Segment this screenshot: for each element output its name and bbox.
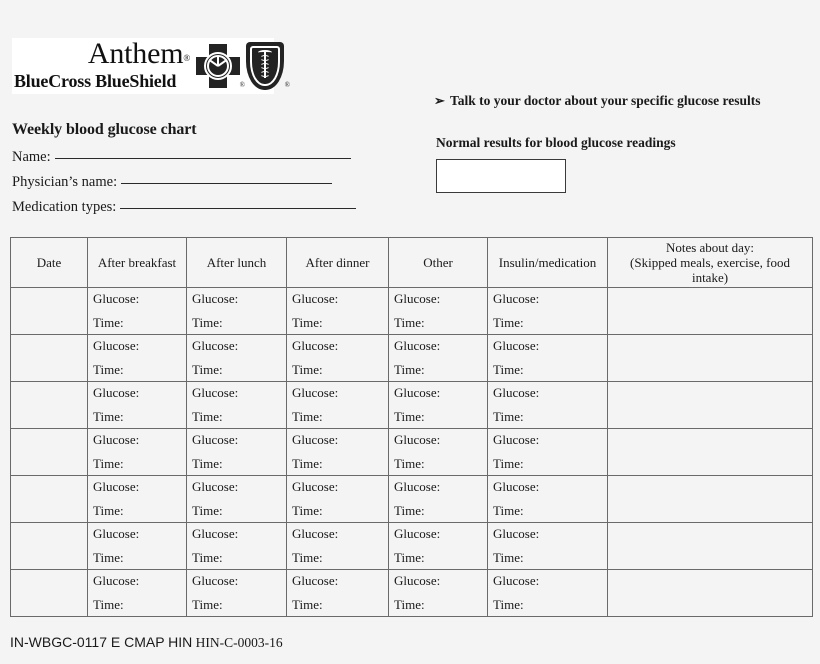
glucose-time-pair (488, 476, 607, 522)
glucose-time-pair (187, 523, 286, 569)
cross-registered-mark-icon: ® (239, 81, 245, 89)
cell-after-lunch[interactable] (187, 523, 287, 570)
column-header-after-breakfast: After breakfast (88, 238, 187, 288)
bluecross-blueshield-text: BlueCross BlueShield (14, 71, 177, 91)
table-row (11, 288, 813, 335)
cell-other[interactable] (389, 570, 488, 617)
time-label: Time: (93, 362, 124, 377)
column-header-other: Other (389, 238, 488, 288)
glucose-time-pair (488, 429, 607, 475)
time-label: Time: (493, 409, 524, 424)
cell-date[interactable] (11, 335, 88, 382)
glucose-label: Glucose: (394, 338, 441, 353)
cell-after-breakfast[interactable] (88, 288, 187, 335)
time-label: Time: (292, 315, 323, 330)
caduceus-coil-2 (260, 63, 270, 69)
cell-after-lunch[interactable] (187, 476, 287, 523)
cell-insulin-medication[interactable] (488, 335, 608, 382)
caduceus-coil-1 (260, 55, 270, 61)
table-row (11, 523, 813, 570)
column-header-date: Date (11, 238, 88, 288)
time-label: Time: (192, 362, 223, 377)
cell-after-breakfast[interactable] (88, 476, 187, 523)
glucose-time-pair (88, 523, 186, 569)
glucose-label: Glucose: (394, 573, 441, 588)
cell-date[interactable] (11, 570, 88, 617)
glucose-label: Glucose: (292, 291, 339, 306)
time-label: Time: (192, 550, 223, 565)
cell-notes[interactable] (608, 523, 813, 570)
table-body (11, 288, 813, 617)
glucose-time-pair (389, 476, 487, 522)
footer-form-code (10, 634, 283, 651)
cell-date[interactable] (11, 476, 88, 523)
physician-name-field-label: Physician’s name: (12, 174, 118, 190)
cell-notes[interactable] (608, 570, 813, 617)
cell-after-breakfast[interactable] (88, 335, 187, 382)
time-label: Time: (394, 456, 425, 471)
time-label: Time: (192, 597, 223, 612)
time-label: Time: (93, 550, 124, 565)
glucose-time-pair (287, 429, 388, 475)
glucose-time-pair (187, 288, 286, 334)
column-header-insulin-medication: Insulin/medication (488, 238, 608, 288)
glucose-label: Glucose: (93, 338, 140, 353)
glucose-label: Glucose: (292, 385, 339, 400)
cell-date[interactable] (11, 382, 88, 429)
notes-header-line-2: (Skipped meals, exercise, food (630, 255, 790, 270)
cell-after-breakfast[interactable] (88, 523, 187, 570)
caduceus-coil-3 (260, 71, 270, 77)
glucose-time-pair (187, 570, 286, 616)
time-label: Time: (394, 550, 425, 565)
glucose-time-pair (88, 288, 186, 334)
cell-after-lunch[interactable] (187, 335, 287, 382)
glucose-label: Glucose: (493, 291, 540, 306)
anthem-logo (12, 37, 290, 94)
column-header-notes (608, 238, 813, 288)
time-label: Time: (394, 315, 425, 330)
glucose-label: Glucose: (493, 526, 540, 541)
glucose-time-pair (187, 429, 286, 475)
glucose-label: Glucose: (292, 338, 339, 353)
cell-after-breakfast[interactable] (88, 382, 187, 429)
glucose-time-pair (88, 476, 186, 522)
glucose-label: Glucose: (394, 479, 441, 494)
cell-insulin-medication[interactable] (488, 570, 608, 617)
glucose-time-pair (88, 429, 186, 475)
time-label: Time: (394, 362, 425, 377)
glucose-label: Glucose: (292, 526, 339, 541)
time-label: Time: (493, 315, 524, 330)
cross-center-ring (207, 55, 229, 77)
cell-after-dinner[interactable] (287, 523, 389, 570)
medication-types-field-input[interactable] (120, 208, 356, 209)
cell-other[interactable] (389, 476, 488, 523)
time-label: Time: (93, 456, 124, 471)
time-label: Time: (93, 409, 124, 424)
cell-after-breakfast[interactable] (88, 570, 187, 617)
cell-after-lunch[interactable] (187, 429, 287, 476)
glucose-label: Glucose: (192, 291, 239, 306)
cell-other[interactable] (389, 288, 488, 335)
time-label: Time: (292, 550, 323, 565)
cell-after-lunch[interactable] (187, 382, 287, 429)
glucose-label: Glucose: (394, 432, 441, 447)
cell-notes[interactable] (608, 335, 813, 382)
glucose-label: Glucose: (192, 573, 239, 588)
notes-header-line-1: Notes about day: (665, 240, 755, 255)
glucose-time-pair (389, 382, 487, 428)
glucose-time-pair (389, 429, 487, 475)
blue-shield-caduceus-icon (246, 42, 290, 90)
time-label: Time: (93, 315, 124, 330)
time-label: Time: (394, 597, 425, 612)
glucose-time-pair (287, 382, 388, 428)
glucose-label: Glucose: (493, 338, 540, 353)
glucose-time-pair (88, 570, 186, 616)
table-row (11, 570, 813, 617)
shield-registered-mark-icon: ® (284, 81, 290, 89)
time-label: Time: (394, 503, 425, 518)
cell-other[interactable] (389, 382, 488, 429)
cell-after-dinner[interactable] (287, 382, 389, 429)
cell-date[interactable] (11, 523, 88, 570)
column-header-after-lunch: After lunch (187, 238, 287, 288)
glucose-time-pair (389, 523, 487, 569)
glucose-label: Glucose: (394, 385, 441, 400)
medication-types-field-row (12, 199, 356, 216)
name-field-input[interactable] (55, 158, 351, 159)
glucose-time-pair (287, 523, 388, 569)
glucose-time-pair (389, 570, 487, 616)
time-label: Time: (93, 597, 124, 612)
glucose-label: Glucose: (493, 385, 540, 400)
physician-name-field-input[interactable] (121, 183, 332, 184)
normal-results-label: Normal results for blood glucose readings (436, 135, 676, 150)
glucose-time-pair (88, 382, 186, 428)
glucose-time-pair (488, 523, 607, 569)
arrow-bullet-icon: ➢ (434, 93, 445, 108)
notes-header-line-3: intake) (691, 270, 729, 285)
time-label: Time: (192, 315, 223, 330)
glucose-label: Glucose: (93, 385, 140, 400)
cell-other[interactable] (389, 335, 488, 382)
time-label: Time: (394, 409, 425, 424)
footer-code-secondary: HIN-C-0003-16 (195, 635, 283, 650)
time-label: Time: (292, 409, 323, 424)
cell-after-dinner[interactable] (287, 335, 389, 382)
table-row (11, 429, 813, 476)
glucose-time-pair (187, 476, 286, 522)
anthem-wordmark (12, 38, 190, 74)
glucose-time-pair (389, 335, 487, 381)
glucose-label: Glucose: (192, 385, 239, 400)
glucose-label: Glucose: (93, 573, 140, 588)
glucose-label: Glucose: (493, 479, 540, 494)
cell-date[interactable] (11, 429, 88, 476)
glucose-label: Glucose: (93, 432, 140, 447)
cell-after-lunch[interactable] (187, 288, 287, 335)
time-label: Time: (493, 456, 524, 471)
cell-after-breakfast[interactable] (88, 429, 187, 476)
cell-other[interactable] (389, 429, 488, 476)
glucose-time-pair (187, 382, 286, 428)
glucose-time-pair (88, 335, 186, 381)
glucose-time-pair (287, 476, 388, 522)
doctor-advice-text: Talk to your doctor about your specific glucose results (450, 93, 761, 108)
glucose-label: Glucose: (292, 479, 339, 494)
cell-other[interactable] (389, 523, 488, 570)
time-label: Time: (192, 503, 223, 518)
glucose-label: Glucose: (192, 338, 239, 353)
doctor-advice-bullet (434, 93, 761, 109)
cell-date[interactable] (11, 288, 88, 335)
time-label: Time: (292, 503, 323, 518)
cell-insulin-medication[interactable] (488, 429, 608, 476)
glucose-time-pair (488, 570, 607, 616)
time-label: Time: (93, 503, 124, 518)
table-row (11, 382, 813, 429)
footer-code-primary: IN-WBGC-0117 E CMAP HIN (10, 634, 193, 650)
glucose-label: Glucose: (493, 573, 540, 588)
time-label: Time: (493, 362, 524, 377)
glucose-label: Glucose: (394, 291, 441, 306)
glucose-time-pair (287, 335, 388, 381)
table-row (11, 476, 813, 523)
glucose-label: Glucose: (192, 479, 239, 494)
time-label: Time: (292, 456, 323, 471)
time-label: Time: (292, 597, 323, 612)
glucose-label: Glucose: (394, 526, 441, 541)
cell-insulin-medication[interactable] (488, 476, 608, 523)
blue-cross-icon (196, 44, 245, 89)
glucose-log-table (10, 237, 813, 617)
glucose-label: Glucose: (93, 526, 140, 541)
name-field-label: Name: (12, 149, 51, 165)
table-header (11, 238, 813, 288)
cell-notes[interactable] (608, 476, 813, 523)
cell-notes[interactable] (608, 288, 813, 335)
glucose-time-pair (488, 335, 607, 381)
time-label: Time: (292, 362, 323, 377)
glucose-label: Glucose: (192, 432, 239, 447)
glucose-label: Glucose: (292, 573, 339, 588)
table-header-row (11, 238, 813, 288)
table-row (11, 335, 813, 382)
glucose-label: Glucose: (292, 432, 339, 447)
cell-after-dinner[interactable] (287, 288, 389, 335)
glucose-label: Glucose: (93, 479, 140, 494)
glucose-time-pair (187, 335, 286, 381)
name-field-row (12, 149, 351, 166)
time-label: Time: (493, 503, 524, 518)
cell-insulin-medication[interactable] (488, 523, 608, 570)
glucose-time-pair (488, 382, 607, 428)
glucose-time-pair (287, 288, 388, 334)
cell-after-dinner[interactable] (287, 429, 389, 476)
cell-insulin-medication[interactable] (488, 288, 608, 335)
physician-name-field-row (12, 174, 332, 191)
glucose-time-pair (488, 288, 607, 334)
normal-results-input[interactable] (436, 159, 566, 193)
anthem-wordmark-text: Anthem (87, 37, 184, 70)
time-label: Time: (493, 597, 524, 612)
time-label: Time: (493, 550, 524, 565)
glucose-label: Glucose: (192, 526, 239, 541)
glucose-label: Glucose: (493, 432, 540, 447)
medication-types-field-label: Medication types: (12, 199, 117, 215)
time-label: Time: (192, 456, 223, 471)
page-title: Weekly blood glucose chart (12, 121, 197, 138)
glucose-time-pair (389, 288, 487, 334)
cell-after-dinner[interactable] (287, 570, 389, 617)
cell-notes[interactable] (608, 429, 813, 476)
glucose-time-pair (287, 570, 388, 616)
cell-insulin-medication[interactable] (488, 382, 608, 429)
time-label: Time: (192, 409, 223, 424)
cell-notes[interactable] (608, 382, 813, 429)
glucose-label: Glucose: (93, 291, 140, 306)
registered-mark-icon: ® (183, 53, 190, 63)
cell-after-lunch[interactable] (187, 570, 287, 617)
column-header-after-dinner: After dinner (287, 238, 389, 288)
cell-after-dinner[interactable] (287, 476, 389, 523)
